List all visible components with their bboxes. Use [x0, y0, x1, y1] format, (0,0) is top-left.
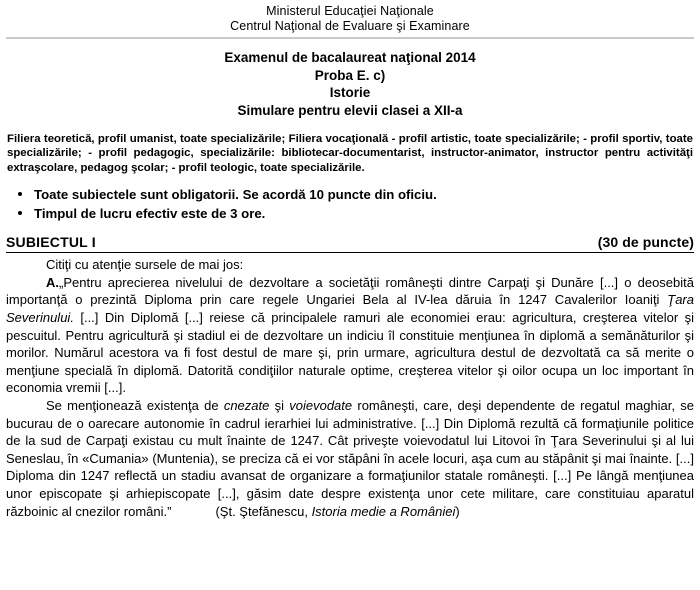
masthead [6, 0, 694, 33]
source-a-text-5: româneşti, care, deşi dependente de regatul maghiar, se bucurau de o oarecare autonomie în cadrul ierarhiei lui administrative. [...] Din Diplomă rezultă că formaţiunile politice de la sud de Carpaţi existau cu mult înainte de 1247. Cât priveşte voievodatul lui Litovoi în Ţara Severinului şi al lui Seneslau, în «Cumania» (Muntenia), se preciza că ei vor stăpâni în acele locuri, aşa cum au stăpânit şi mai înainte. [...] Diploma din 1247 reflectă un stadiu avansat de organizare a formaţiunilor statale româneşti. [...] Pe lângă menţiunea unor episcopate şi arhiepiscopate [...], găsim date despre existenţa unor cete militare, care constituiau aparatul războinic al cnezilor români.” [6, 397, 694, 519]
source-a-italic-cnezate: cnezate [223, 397, 270, 413]
list-item [6, 185, 694, 204]
exam-title-line-3: Istorie [329, 85, 371, 100]
section-points-badge: (30 de puncte) [597, 234, 694, 251]
exam-title-line-1: Examenul de bacalaureat naţional 2014 [224, 50, 476, 65]
ministry-name: Ministerul Educaţiei Naţionale [266, 4, 434, 18]
read-sources-instruction: Citiţi cu atenţie sursele de mai jos: [46, 257, 244, 273]
source-a-italic-tara-severinului: Ţara Severinului. [6, 292, 694, 325]
instruction-text: Toate subiectele sunt obligatorii. Se acordă 10 puncte din oficiu. [34, 187, 437, 203]
bullet-icon [18, 192, 22, 196]
evaluation-center-name: Centrul Naţional de Evaluare şi Examinare [230, 18, 470, 33]
source-a-text-4: şi [269, 397, 290, 413]
instruction-text: Timpul de lucru efectiv este de 3 ore. [34, 206, 266, 222]
source-a-paragraph-1 [6, 274, 694, 397]
citation-author: (Şt. Ştefănescu, [215, 503, 312, 519]
citation-work-title: Istoria medie a României [311, 503, 456, 519]
exam-title-line-2: Proba E. c) [314, 67, 386, 83]
bullet-icon [18, 211, 22, 215]
source-a-text-3: Se menţionează existenţa de [46, 397, 224, 413]
header-divider [6, 37, 694, 39]
exam-title-block [6, 49, 694, 119]
list-item [6, 204, 694, 223]
section-header [6, 234, 694, 253]
citation-close: ) [455, 503, 460, 519]
exam-title-line-4: Simulare pentru elevii clasei a XII-a [237, 102, 463, 118]
source-a-label: A. [46, 274, 59, 290]
section-title: SUBIECTUL I [6, 234, 96, 251]
source-a-text-2: [...] Din Diplomă [...] reiese că principalele ramuri ale economiei erau: agricultura, creşterea vitelor şi pescuitul. Pentru agricultură şi stadiul ei de dezvoltare un indiciu îl constituie menţiunea în diplomă a semănăturilor şi morilor. Numărul acestora va fi fost destul de mare şi, prin urmare, agricultura destul de dezvoltată ca să merite o menţiune specială în diplomă. Datorită condiţiilor naturale optime, creşterea vitelor şi oilor ocupa un loc important în economia vremii [...]. [6, 310, 694, 396]
source-a-paragraph-2 [6, 397, 694, 520]
exam-profiles-paragraph: Filiera teoretică, profil umanist, toate specializările; Filiera vocaţională - profil artistic, toate specializările; - profil sportiv, toate specializările; - profil pedagogic, specializările: bibliotecar-documentarist, instructor-animator, instructor pentru activităţi extraşcolare, pedagog şcolar; - profil teologic, toate specializările. [7, 133, 693, 174]
instructions-list [6, 185, 694, 223]
source-a-italic-voievodate: voievodate [289, 397, 353, 413]
section-body [6, 256, 694, 520]
source-a-text-1: „Pentru aprecierea nivelului de dezvoltare a societăţii româneşti dintre Carpaţi şi Dunăre [...] o deosebită importanţă o prezintă Diploma prin care regele Ungariei Bela al IV-lea dăruia în 1247 Cavalerilor Ioaniţi [6, 274, 694, 308]
